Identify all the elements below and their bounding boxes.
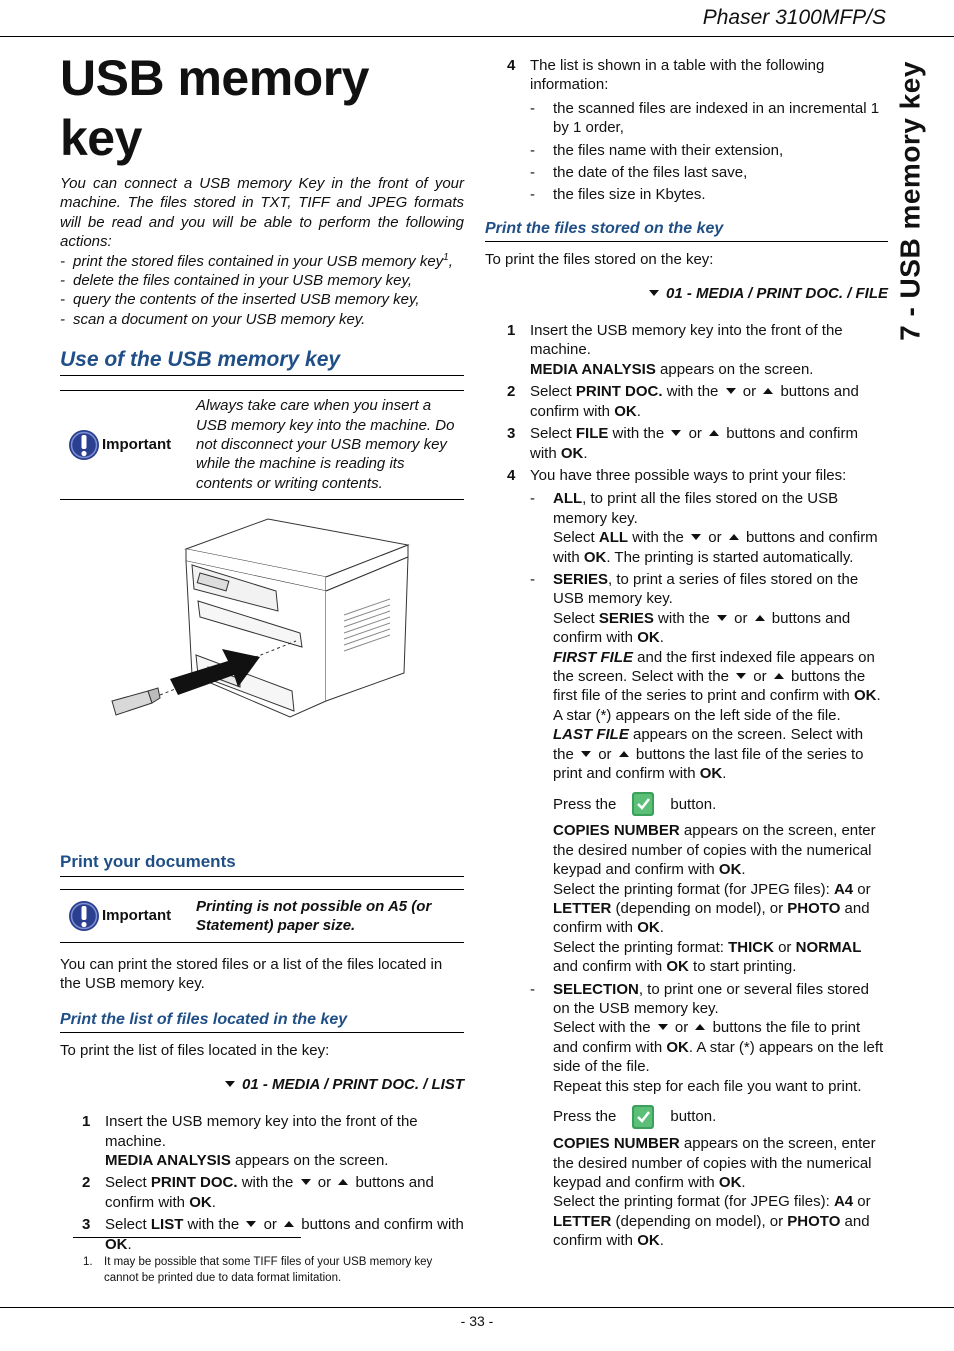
print-docs-paragraph: You can print the stored files or a list of the files located in the USB memory key.	[60, 956, 443, 993]
stored-intro: To print the files stored on the key:	[485, 251, 714, 269]
down-arrow-icon	[225, 1081, 235, 1087]
ok-button-icon	[630, 791, 656, 817]
footer-rule	[0, 1307, 954, 1308]
right-column	[485, 56, 888, 1254]
up-arrow-icon	[619, 751, 629, 757]
ok-button-icon	[630, 1104, 656, 1130]
down-arrow-icon	[649, 290, 659, 296]
list-item: - the date of the files last save,	[530, 163, 888, 182]
up-arrow-icon	[709, 430, 719, 436]
chapter-tab-label: 7 - USB memory key	[894, 61, 926, 341]
intro-item: - scan a document on your USB memory key.	[60, 310, 464, 329]
up-arrow-icon	[763, 388, 773, 394]
list-intro: To print the list of files located in the key:	[60, 1042, 330, 1060]
list-steps-cont	[485, 56, 888, 205]
up-arrow-icon	[729, 534, 739, 540]
step-item: 3 Select LIST with the or buttons and confirm with OK.	[82, 1216, 464, 1253]
exclamation-icon	[68, 900, 100, 932]
down-arrow-icon	[581, 751, 591, 757]
press-ok-row: Press the button.	[553, 791, 888, 817]
up-arrow-icon	[695, 1024, 705, 1030]
intro-paragraph: You can connect a USB memory Key in the front of your machine. The files stored in TXT, TIFF and JPEG formats will be read and you will be able to perform the following actions:	[60, 175, 464, 251]
down-arrow-icon	[736, 673, 746, 679]
important-text-2: Printing is not possible on A5 (or Statement) paper size.	[196, 897, 432, 935]
down-arrow-icon	[658, 1024, 668, 1030]
step-item: 2 Select PRINT DOC. with the or buttons and confirm with OK.	[507, 383, 859, 420]
step-item: 1 Insert the USB memory key into the front of the machine. MEDIA ANALYSIS appears on the screen.	[507, 322, 843, 378]
list-steps	[60, 1112, 464, 1254]
step-item: 4 You have three possible ways to print your files: - ALL, to print all the files stored on the USB memory key. Select ALL with the or buttons and confirm with OK. The printing is started automatically. - SERIES, to print a series of files stored on the USB memory key. Select SERIES with the or buttons and confirm with OK. FIRST FILE and the first indexed file appears on the screen. Select with the or buttons the first file of the series to print and confirm with OK. A star (*) appears on the left side of the file. LAST FILE appears on the screen. Select with the or buttons the last file of the series to print and confirm with OK. Press the button. COPIES NUMBER appears on the screen, enter the desired number of copies with the numerical keypad and confirm with OK. Select the printing format (for JPEG files): A4 or LETTER (depending on model), or PHOTO and confirm with OK. Select the printing format: THICK or NORMAL and confirm with OK to start printing. - SELECTION, to print one or several files stored on the USB memory key. Select with the or buttons the file to print and confirm with OK. A star (*) appears on the left side of the file. Repeat this step for each file you want to print. Press the button. COPIES NUMBER appears on the screen, enter the desired number of copies with the numerical keypad and confirm with OK. Select the printing format (for JPEG files): A4 or LETTER (depending on model), or PHOTO and confirm with OK.	[485, 466, 888, 1251]
down-arrow-icon	[717, 615, 727, 621]
down-arrow-icon	[301, 1179, 311, 1185]
header-title: Phaser 3100MFP/S	[702, 6, 886, 29]
page-number: - 33 -	[460, 1313, 494, 1329]
subheading-stored: Print the files stored on the key	[485, 219, 888, 242]
page-title: USB memory key	[60, 50, 369, 166]
file-steps	[485, 321, 888, 1250]
step-item: 2 Select PRINT DOC. with the or buttons and confirm with OK.	[82, 1174, 434, 1211]
menu-path-list: 01 - MEDIA / PRINT DOC. / LIST	[60, 1075, 464, 1094]
down-arrow-icon	[671, 430, 681, 436]
section-heading-use: Use of the USB memory key	[60, 350, 464, 375]
print-options-list	[530, 489, 888, 1250]
up-arrow-icon	[755, 615, 765, 621]
step-item: 4 The list is shown in a table with the following information: - the scanned files are indexed in an incremental 1 by 1 order, - the files name with their extension, - the date of the files last save, - the files size in Kbytes.	[485, 56, 888, 205]
intro-item: - query the contents of the inserted USB memory key,	[60, 290, 464, 309]
chapter-tab	[880, 60, 940, 342]
press-ok-row: Press the button.	[553, 1104, 888, 1130]
option-selection: - SELECTION, to print one or several files stored on the USB memory key. Select with the or buttons the file to print and confirm with OK. A star (*) appears on the left side of the file. Repeat this step for each file you want to print. Press the button. COPIES NUMBER appears on the screen, enter the desired number of copies with the numerical keypad and confirm with OK. Select the printing format (for JPEG files): A4 or LETTER (depending on model), or PHOTO and confirm with OK.	[530, 980, 888, 1251]
header-rule	[0, 36, 954, 37]
exclamation-icon	[68, 429, 100, 461]
menu-path-file: 01 - MEDIA / PRINT DOC. / FILE	[485, 284, 888, 303]
option-all: - ALL, to print all the files stored on the USB memory key. Select ALL with the or buttons and confirm with OK. The printing is started automatically.	[530, 489, 888, 567]
list-item: - the files name with their extension,	[530, 141, 888, 160]
important-label: Important	[60, 900, 196, 932]
down-arrow-icon	[726, 388, 736, 394]
footnote-rule	[73, 1237, 301, 1238]
important-note-1	[60, 390, 464, 500]
down-arrow-icon	[691, 534, 701, 540]
important-note-2	[60, 889, 464, 943]
list-item: - the scanned files are indexed in an incremental 1 by 1 order,	[530, 99, 888, 138]
table-info-list	[530, 99, 888, 205]
option-series: - SERIES, to print a series of files stored on the USB memory key. Select SERIES with the or buttons and confirm with OK. FIRST FILE and the first indexed file appears on the screen. Select with the or buttons the first file of the series to print and confirm with OK. A star (*) appears on the left side of the file. LAST FILE appears on the screen. Select with the or buttons the last file of the series to print and confirm with OK. Press the button. COPIES NUMBER appears on the screen, enter the desired number of copies with the numerical keypad and confirm with OK. Select the printing format (for JPEG files): A4 or LETTER (depending on model), or PHOTO and confirm with OK. Select the printing format: THICK or NORMAL and confirm with OK to start printing.	[530, 570, 888, 977]
footnote: 1. It may be possible that some TIFF files of your USB memory key cannot be printed due to data format limitation.	[83, 1256, 433, 1284]
intro-item: - print the stored files contained in your USB memory key$^1$,	[60, 252, 464, 271]
printer-usb-illustration	[100, 505, 420, 737]
down-arrow-icon	[246, 1221, 256, 1227]
step-item: 1 Insert the USB memory key into the front of the machine. MEDIA ANALYSIS appears on the screen.	[82, 1113, 418, 1169]
intro-list	[60, 252, 464, 330]
intro-item: - delete the files contained in your USB memory key,	[60, 271, 464, 290]
up-arrow-icon	[338, 1179, 348, 1185]
step-item: 3 Select FILE with the or buttons and confirm with OK.	[507, 425, 859, 462]
section-heading-print-docs: Print your documents	[60, 852, 464, 877]
important-text-1: Always take care when you insert a USB memory key into the machine. Do not disconnect your USB memory key while the machine is reading its contents or writing contents.	[196, 397, 455, 492]
list-item: - the files size in Kbytes.	[530, 185, 888, 204]
up-arrow-icon	[284, 1221, 294, 1227]
important-label: Important	[60, 429, 196, 461]
up-arrow-icon	[774, 673, 784, 679]
footnote-ref: 1	[443, 251, 449, 263]
subheading-list: Print the list of files located in the key	[60, 1010, 464, 1033]
